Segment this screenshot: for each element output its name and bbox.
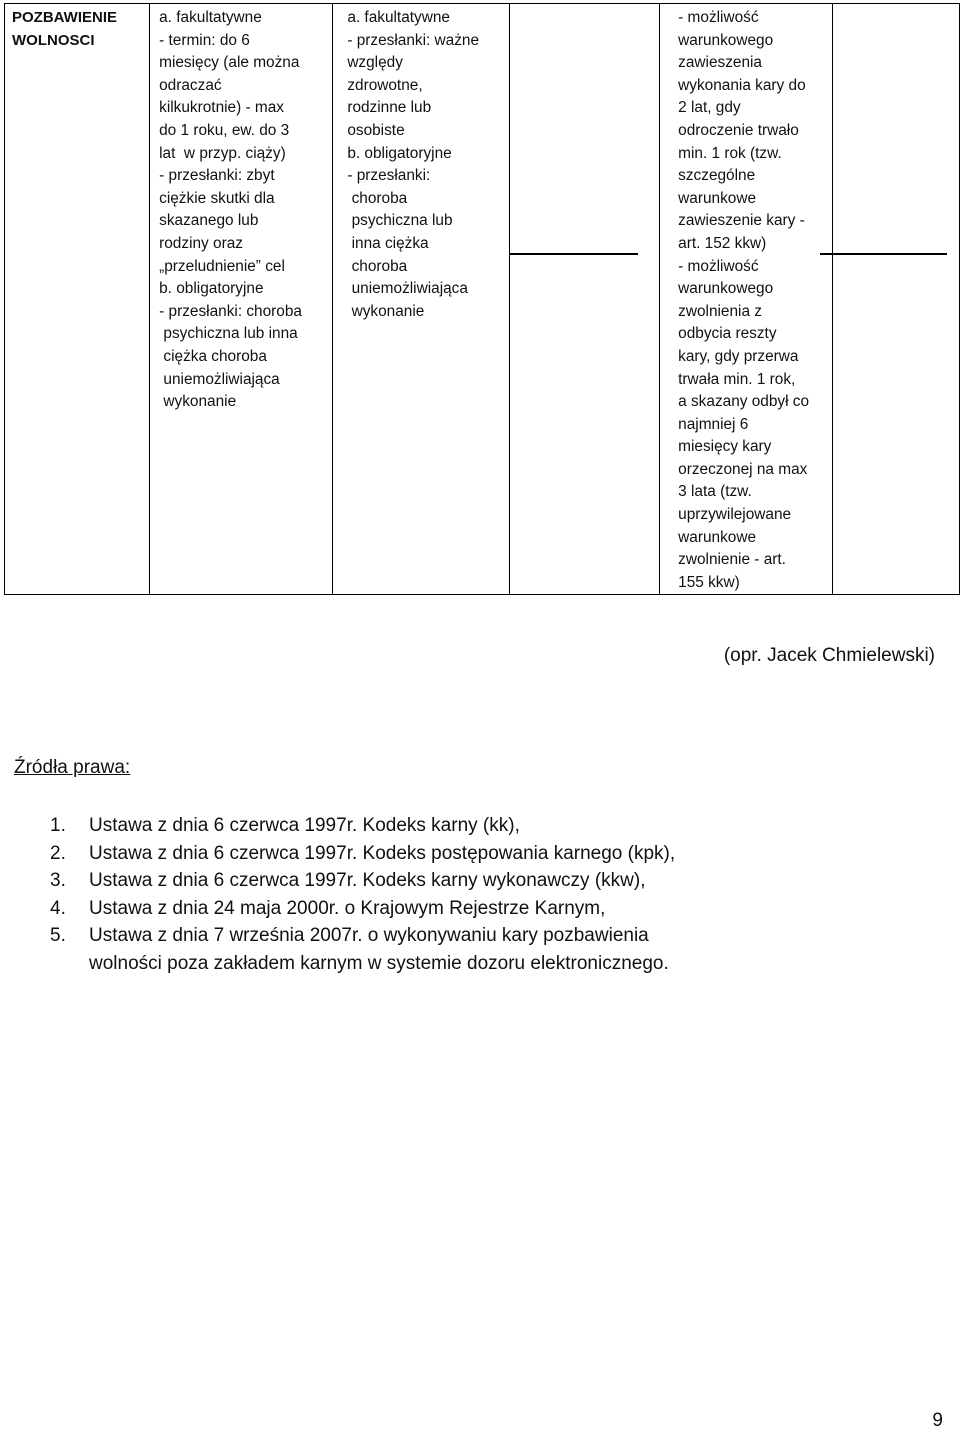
sources-list <box>50 812 675 977</box>
list-item-text: Ustawa z dnia 6 czerwca 1997r. Kodeks karny (kk), <box>89 815 520 836</box>
dash-line-col3 <box>510 253 638 255</box>
list-item <box>50 922 675 977</box>
table-row <box>5 4 960 595</box>
list-item-number: 4. <box>50 897 66 919</box>
table-cell-col3-empty <box>509 4 660 595</box>
list-item-text: Ustawa z dnia 24 maja 2000r. o Krajowym Rejestrze Karnym, <box>89 897 606 919</box>
row-header-cell: POZBAWIENIE WOLNOSCI <box>5 4 150 595</box>
list-item-number: 1. <box>50 815 66 836</box>
table-cell-col2: a. fakultatywne - przesłanki: ważne względy zdrowotne, rodzinne lub osobiste b. obligatoryjne - przesłanki: choroba psychiczna lub inna ciężka choroba uniemożliwiająca wykonanie <box>333 4 509 595</box>
table-cell-col1: a. fakultatywne - termin: do 6 miesięcy (ale można odraczać kilkukrotnie) - max do 1 roku, ew. do 3 lat w przyp. ciąży) - przesłanki: zbyt ciężkie skutki dla skazanego lub rodziny oraz „przeludnienie” cel b. obligatoryjne - przesłanki: choroba psychiczna lub inna ciężka choroba uniemożliwiająca wykonanie <box>150 4 333 595</box>
list-item <box>50 840 675 868</box>
list-item-number: 5. <box>50 925 66 946</box>
list-item-number: 3. <box>50 870 66 891</box>
table-cell-col5-empty <box>832 4 959 595</box>
list-item <box>50 867 675 895</box>
list-item-text: Ustawa z dnia 6 czerwca 1997r. Kodeks postępowania karnego (kpk), <box>89 842 676 864</box>
list-item-number: 2. <box>50 842 66 864</box>
author-note: (opr. Jacek Chmielewski) <box>723 645 935 666</box>
table-cell-col4: - możliwość warunkowego zawieszenia wykonania kary do 2 lat, gdy odroczenie trwało min. 1 rok (tzw. szczególne warunkowe zawieszenie kary - art. 152 kkw) - możliwość warunkowego zwolnienia z odbycia reszty kary, gdy przerwa trwała min. 1 rok, a skazany odbył co najmniej 6 miesięcy kary orzeczonej na max 3 lata (tzw. uprzywilejowane warunkowe zwolnienie - art. 155 kkw) <box>660 4 832 595</box>
list-item <box>50 895 675 923</box>
dash-line-col5 <box>820 253 947 255</box>
penalty-table <box>4 3 960 595</box>
sources-heading: Źródła prawa: <box>14 757 131 778</box>
list-item <box>50 812 675 840</box>
list-item-text: Ustawa z dnia 7 września 2007r. o wykonywaniu kary pozbawienia wolności poza zakładem karnym w systemie dozoru elektronicznego. <box>89 925 669 974</box>
page-number: 9 <box>932 1410 943 1431</box>
list-item-text: Ustawa z dnia 6 czerwca 1997r. Kodeks karny wykonawczy (kkw), <box>89 870 646 891</box>
